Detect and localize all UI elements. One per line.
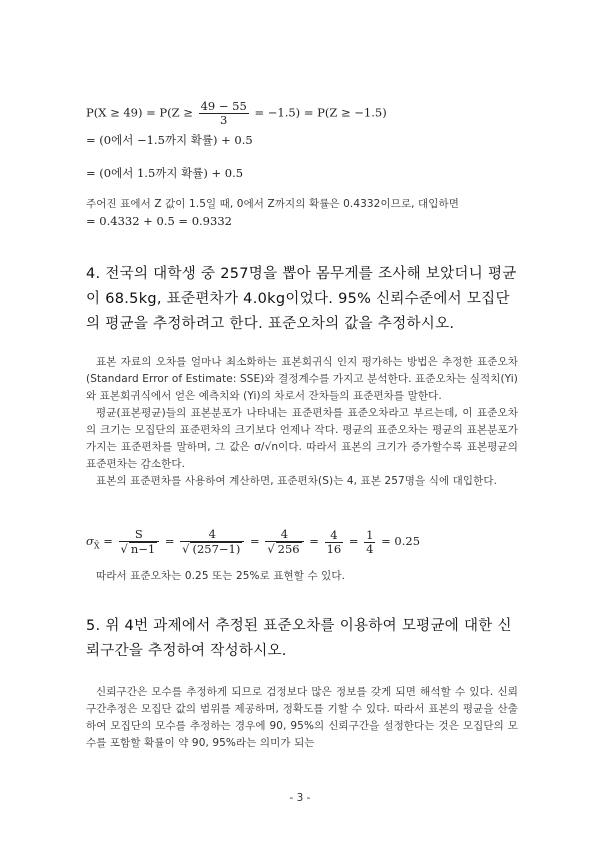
fraction-1 <box>119 528 160 556</box>
question-5-heading: 5. 위 4번 과제에서 추정된 표준오차를 이용하여 모평균에 대한 신뢰구간을 추정하여 작성하시오. <box>86 618 512 659</box>
standard-error-formula: $\sigma_{X̄}$ = $\frac{S}{√ n-1}$ = $\frac{4}{√ (257-1)}$ = $\frac{4}{√ 256}$ = $\frac{4}{16}$ = $\frac{1}{4}$ = 0.25 <box>86 527 421 556</box>
eq1-numerator: 49 − 55 <box>200 99 247 113</box>
fraction-2-denominator: √ (257−1) <box>182 542 241 556</box>
sigma-subscript: X̄ <box>93 541 100 551</box>
fraction-5-numerator: 1 <box>366 527 374 542</box>
fraction-2 <box>180 528 244 556</box>
equation-result: = 0.4332 + 0.5 = 0.9332 <box>86 214 232 228</box>
fraction-3-numerator: 4 <box>265 528 303 542</box>
eq1-left: P(X ≥ 49) = P(Z ≥ <box>86 105 193 120</box>
fraction-3 <box>265 528 303 556</box>
fraction-1-numerator: S <box>119 528 160 542</box>
fraction-4-numerator: 4 <box>325 529 344 543</box>
question-4-heading: 4. 전국의 대학생 중 257명을 뽑아 몸무게를 조사해 보았더니 평균이 68.5kg, 표준편차가 4.0kg이었다. 95% 신뢰수준에서 모집단의 평균을 추정하려고 한다. 표준오차의 값을 추정하시오. <box>86 266 517 332</box>
page-number: - 3 - <box>289 792 311 804</box>
eq1-fraction <box>199 100 249 127</box>
fraction-5-denominator: 4 <box>366 541 374 556</box>
question-5-body <box>86 684 518 752</box>
fraction-2-numerator: 4 <box>180 528 244 542</box>
q5-paragraph-1: 신뢰구간은 모수를 추정하게 되므로 검정보다 많은 정보를 갖게 되면 해석할 수 있다. 신뢰구간추정은 모집단 값의 범위를 제공하며, 정확도를 기할 수 있다. 따라서 표본의 평균을 산출하여 모집단의 모수를 추정하는 경우에 90, 95%의 신뢰구간을 설정한다는 것은 모집단의 모수를 포함할 확률이 약 90, 95%라는 의미가 되는 <box>86 686 518 749</box>
sigma-symbol: σ <box>86 534 94 548</box>
fraction-4-denominator: 16 <box>326 541 342 556</box>
q4-paragraph-3: 표본의 표준편차를 사용하여 계산하면, 표준편차(S)는 4, 표본 257명을 식에 대입한다. <box>96 475 498 487</box>
fraction-3-radicand: 256 <box>277 542 300 556</box>
formula-result: = 0.25 <box>381 534 421 548</box>
q4-conclusion: 따라서 표준오차는 0.25 또는 25%로 표현할 수 있다. <box>96 570 346 582</box>
eq1-denominator: 3 <box>220 113 228 127</box>
fraction-1-denominator: √ n−1 <box>120 542 156 556</box>
equation-line-1 <box>86 100 387 127</box>
fraction-5 <box>364 529 375 556</box>
q4-paragraph-2: 평균(표본평균)들의 표본분포가 나타내는 표준편차를 표준오차라고 부르는데, 이 표준오차의 크기는 모집단의 표준편차의 크기보다 언제나 작다. 평균의 표준오차는 평균의 표본분포가 가지는 표준편차를 말하며, 그 값은 σ/√n이다. 따라서 표본의 크기가 증가할수록 표본평균의 표준편차는 감소한다. <box>86 407 518 470</box>
equation-line-2: = (0에서 −1.5까지 확률) + 0.5 <box>86 133 253 147</box>
fraction-1-radicand: n−1 <box>130 542 156 556</box>
q4-paragraph-1: 표본 자료의 오차를 얼마나 최소화하는 표본회귀식 인지 평가하는 방법은 추정한 표준오차(Standard Error of Estimate: SSE)와 결정계수를 가지고 분석한다. 표준오차는 실적치(Yi)와 표본회귀식에서 얻은 예측치와 (Yi)의 차로서 잔차들의 표준편차를 말한다. <box>86 356 518 402</box>
table-note: 주어진 표에서 Z 값이 1.5일 때, 0에서 Z까지의 확률은 0.4332이므로, 대입하면 <box>86 198 460 210</box>
fraction-3-denominator: √ 256 <box>267 542 300 556</box>
equation-line-3: = (0에서 1.5까지 확률) + 0.5 <box>86 166 244 180</box>
question-4-body <box>86 354 518 490</box>
eq1-right: = −1.5) = P(Z ≥ −1.5) <box>254 105 387 120</box>
fraction-4 <box>325 529 344 556</box>
fraction-2-radicand: (257−1) <box>192 542 241 556</box>
